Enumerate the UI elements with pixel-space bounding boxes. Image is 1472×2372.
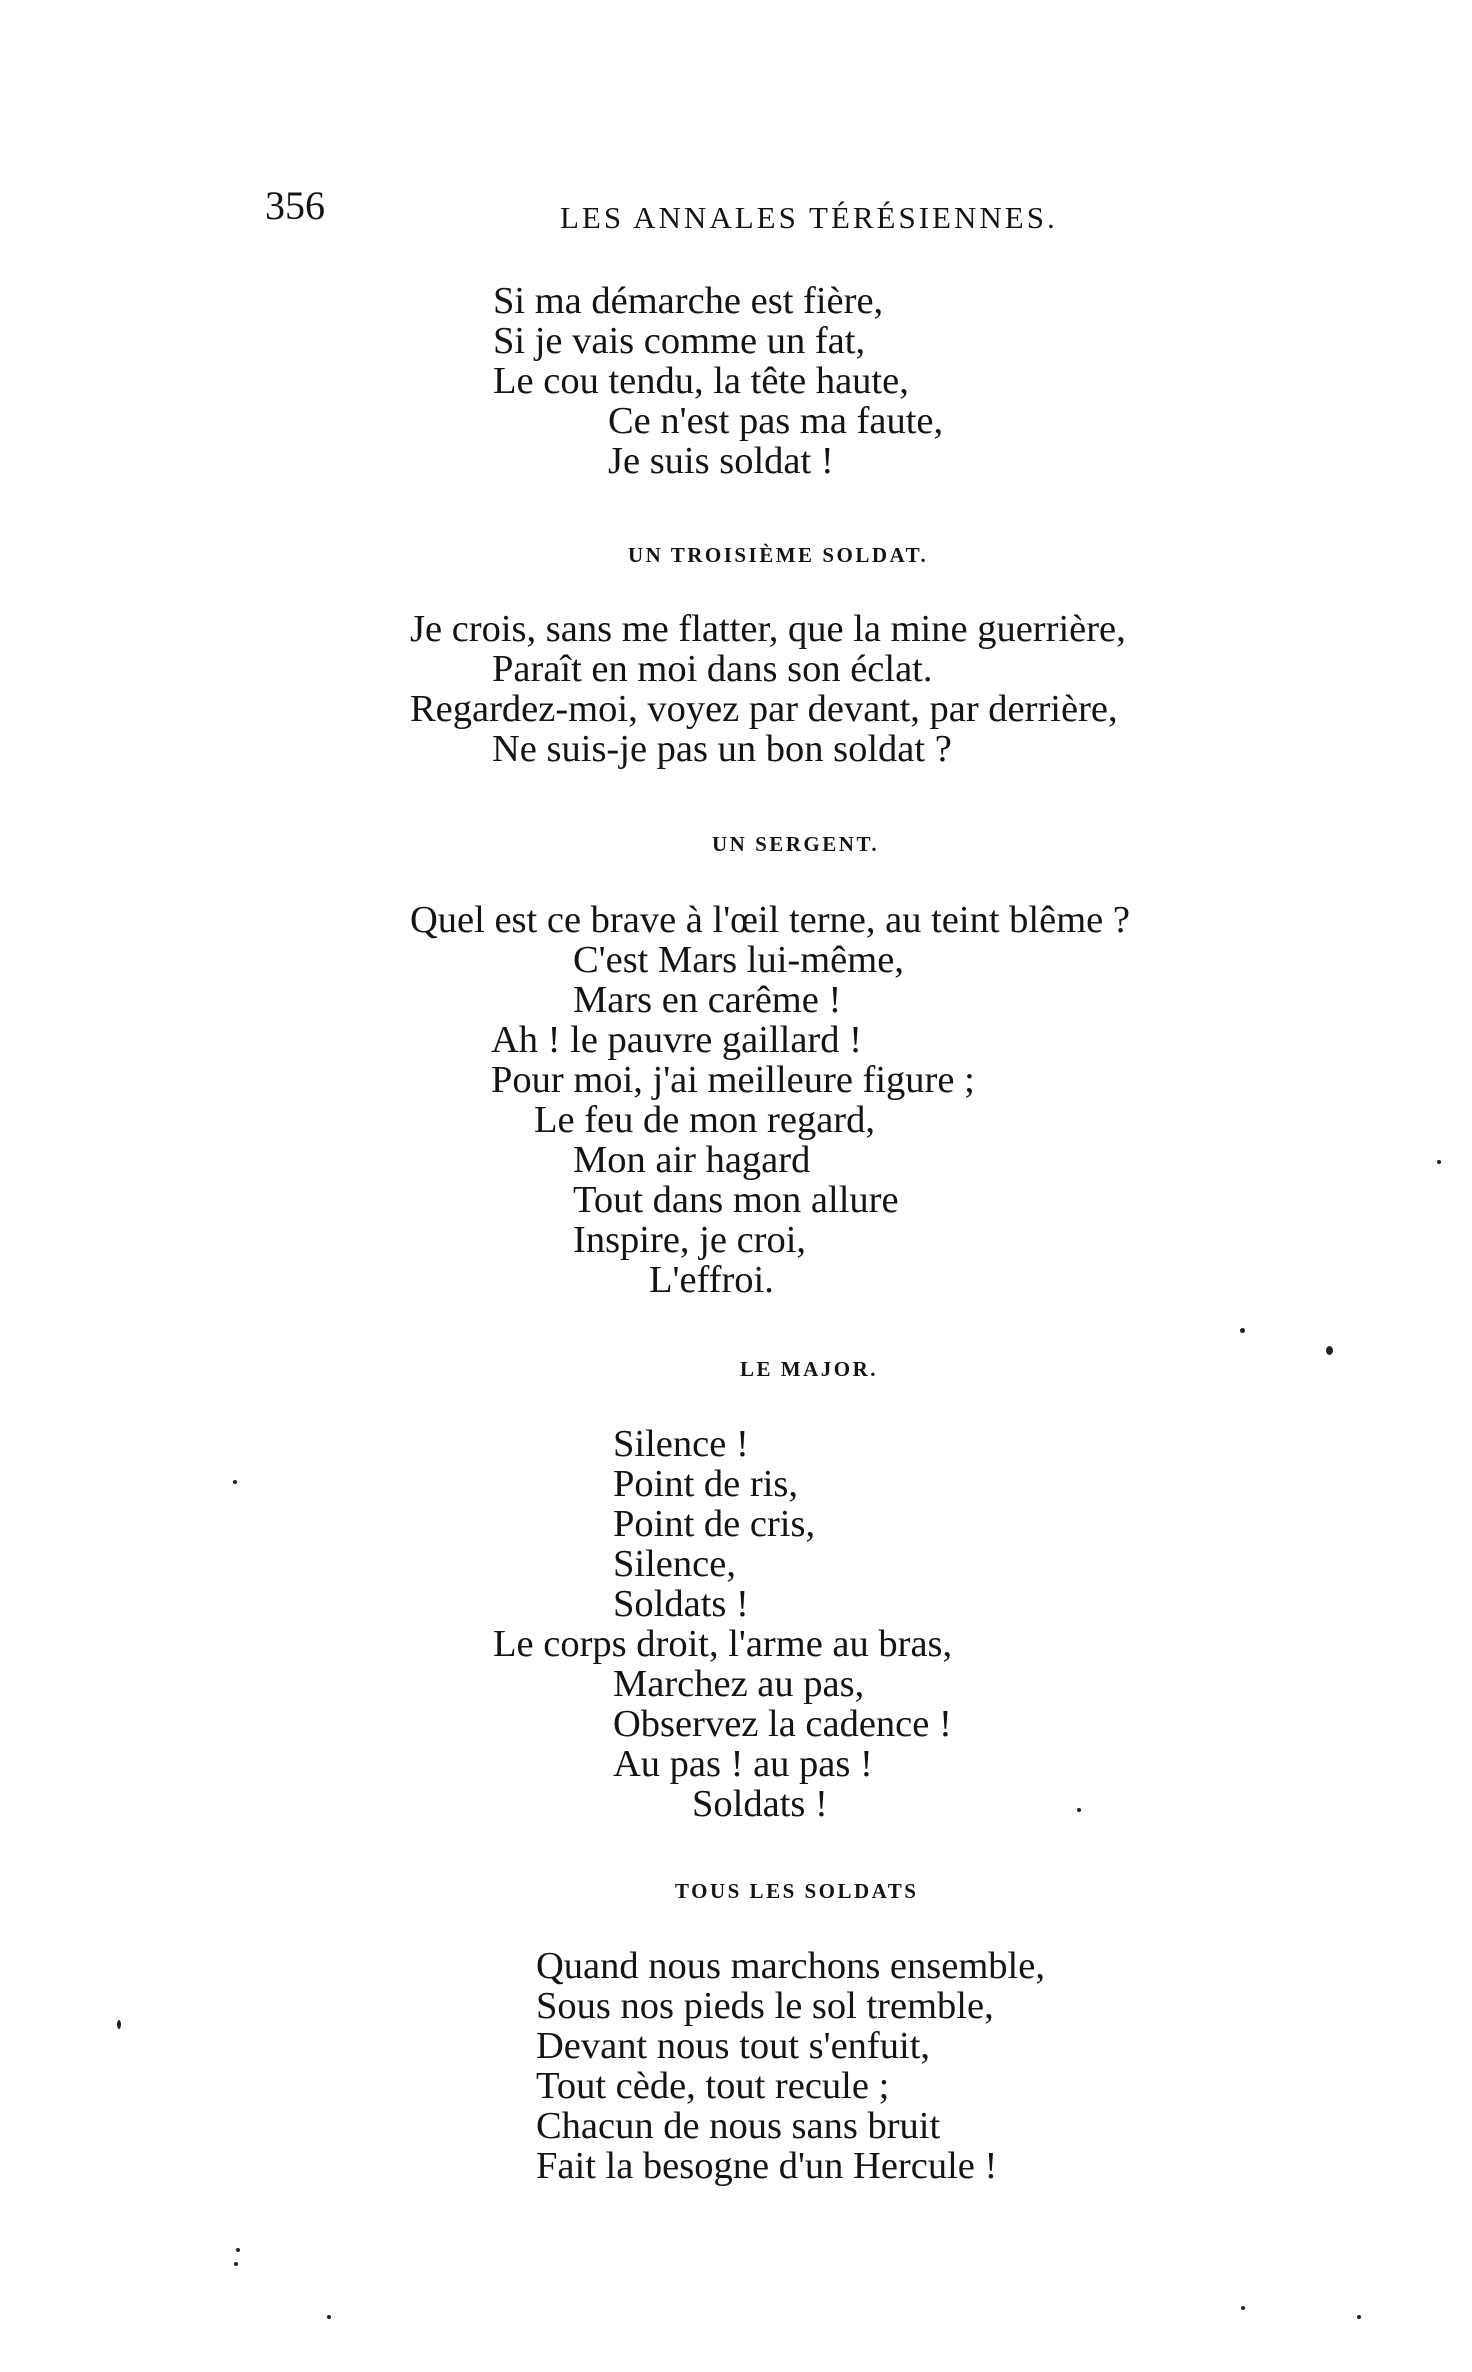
scan-speck (1437, 1160, 1441, 1164)
verse-line: Au pas ! au pas ! (613, 1743, 873, 1785)
verse-line: Silence ! (613, 1423, 749, 1465)
verse-line: Le cou tendu, la tête haute, (493, 360, 909, 402)
verse-line: Silence, (613, 1543, 736, 1585)
verse-line: Ne suis-je pas un bon soldat ? (492, 728, 952, 770)
verse-line: Tout cède, tout recule ; (536, 2065, 890, 2107)
verse-line: Si ma démarche est fière, (493, 280, 884, 322)
verse-line: L'effroi. (649, 1259, 774, 1301)
verse-line: C'est Mars lui-même, (573, 939, 904, 981)
scan-speck (117, 2020, 121, 2029)
verse-line: Regardez-moi, voyez par devant, par derrière, (410, 688, 1118, 730)
scan-speck (1357, 2315, 1361, 2319)
verse-line: Inspire, je croi, (573, 1219, 807, 1261)
verse-line: Fait la besogne d'un Hercule ! (536, 2145, 998, 2187)
verse-line: Quel est ce brave à l'œil terne, au teint blême ? (410, 899, 1130, 941)
verse-line: Soldats ! (692, 1783, 828, 1825)
scan-speck (236, 2248, 240, 2252)
verse-line: Sous nos pieds le sol tremble, (536, 1985, 994, 2027)
verse-line: Chacun de nous sans bruit (536, 2105, 941, 2147)
verse-line: Point de ris, (613, 1463, 799, 1505)
verse-line: Soldats ! (613, 1583, 749, 1625)
verse-line: Paraît en moi dans son éclat. (492, 648, 933, 690)
verse-line: Si je vais comme un fat, (493, 320, 866, 362)
verse-line: Devant nous tout s'enfuit, (536, 2025, 931, 2067)
speaker-heading: LE MAJOR. (740, 1357, 878, 1381)
page-number: 356 (265, 183, 325, 228)
verse-line: Mon air hagard (573, 1139, 811, 1181)
scan-speck (234, 2262, 238, 2266)
scan-speck (1241, 2306, 1245, 2310)
verse-line: Marchez au pas, (613, 1663, 865, 1705)
scan-speck (1326, 1346, 1333, 1355)
scan-speck (233, 1480, 237, 1484)
scan-speck (327, 2315, 331, 2319)
verse-line: Tout dans mon allure (573, 1179, 899, 1221)
scan-speck (1077, 1808, 1081, 1812)
scan-speck (1240, 1328, 1245, 1333)
verse-line: Observez la cadence ! (613, 1703, 952, 1745)
running-title: LES ANNALES TÉRÉSIENNES. (560, 200, 1058, 235)
verse-line: Je suis soldat ! (608, 440, 834, 482)
speaker-heading: UN SERGENT. (712, 832, 880, 856)
verse-line: Le corps droit, l'arme au bras, (493, 1623, 953, 1665)
verse-line: Ce n'est pas ma faute, (608, 400, 944, 442)
verse-line: Quand nous marchons ensemble, (536, 1945, 1045, 1987)
verse-line: Point de cris, (613, 1503, 816, 1545)
verse-line: Pour moi, j'ai meilleure figure ; (491, 1059, 975, 1101)
verse-line: Le feu de mon regard, (534, 1099, 875, 1141)
speaker-heading: TOUS LES SOLDATS (675, 1879, 919, 1903)
verse-line: Mars en carême ! (573, 979, 842, 1021)
verse-line: Je crois, sans me flatter, que la mine guerrière, (410, 608, 1126, 650)
verse-line: Ah ! le pauvre gaillard ! (491, 1019, 862, 1061)
speaker-heading: UN TROISIÈME SOLDAT. (628, 543, 929, 567)
